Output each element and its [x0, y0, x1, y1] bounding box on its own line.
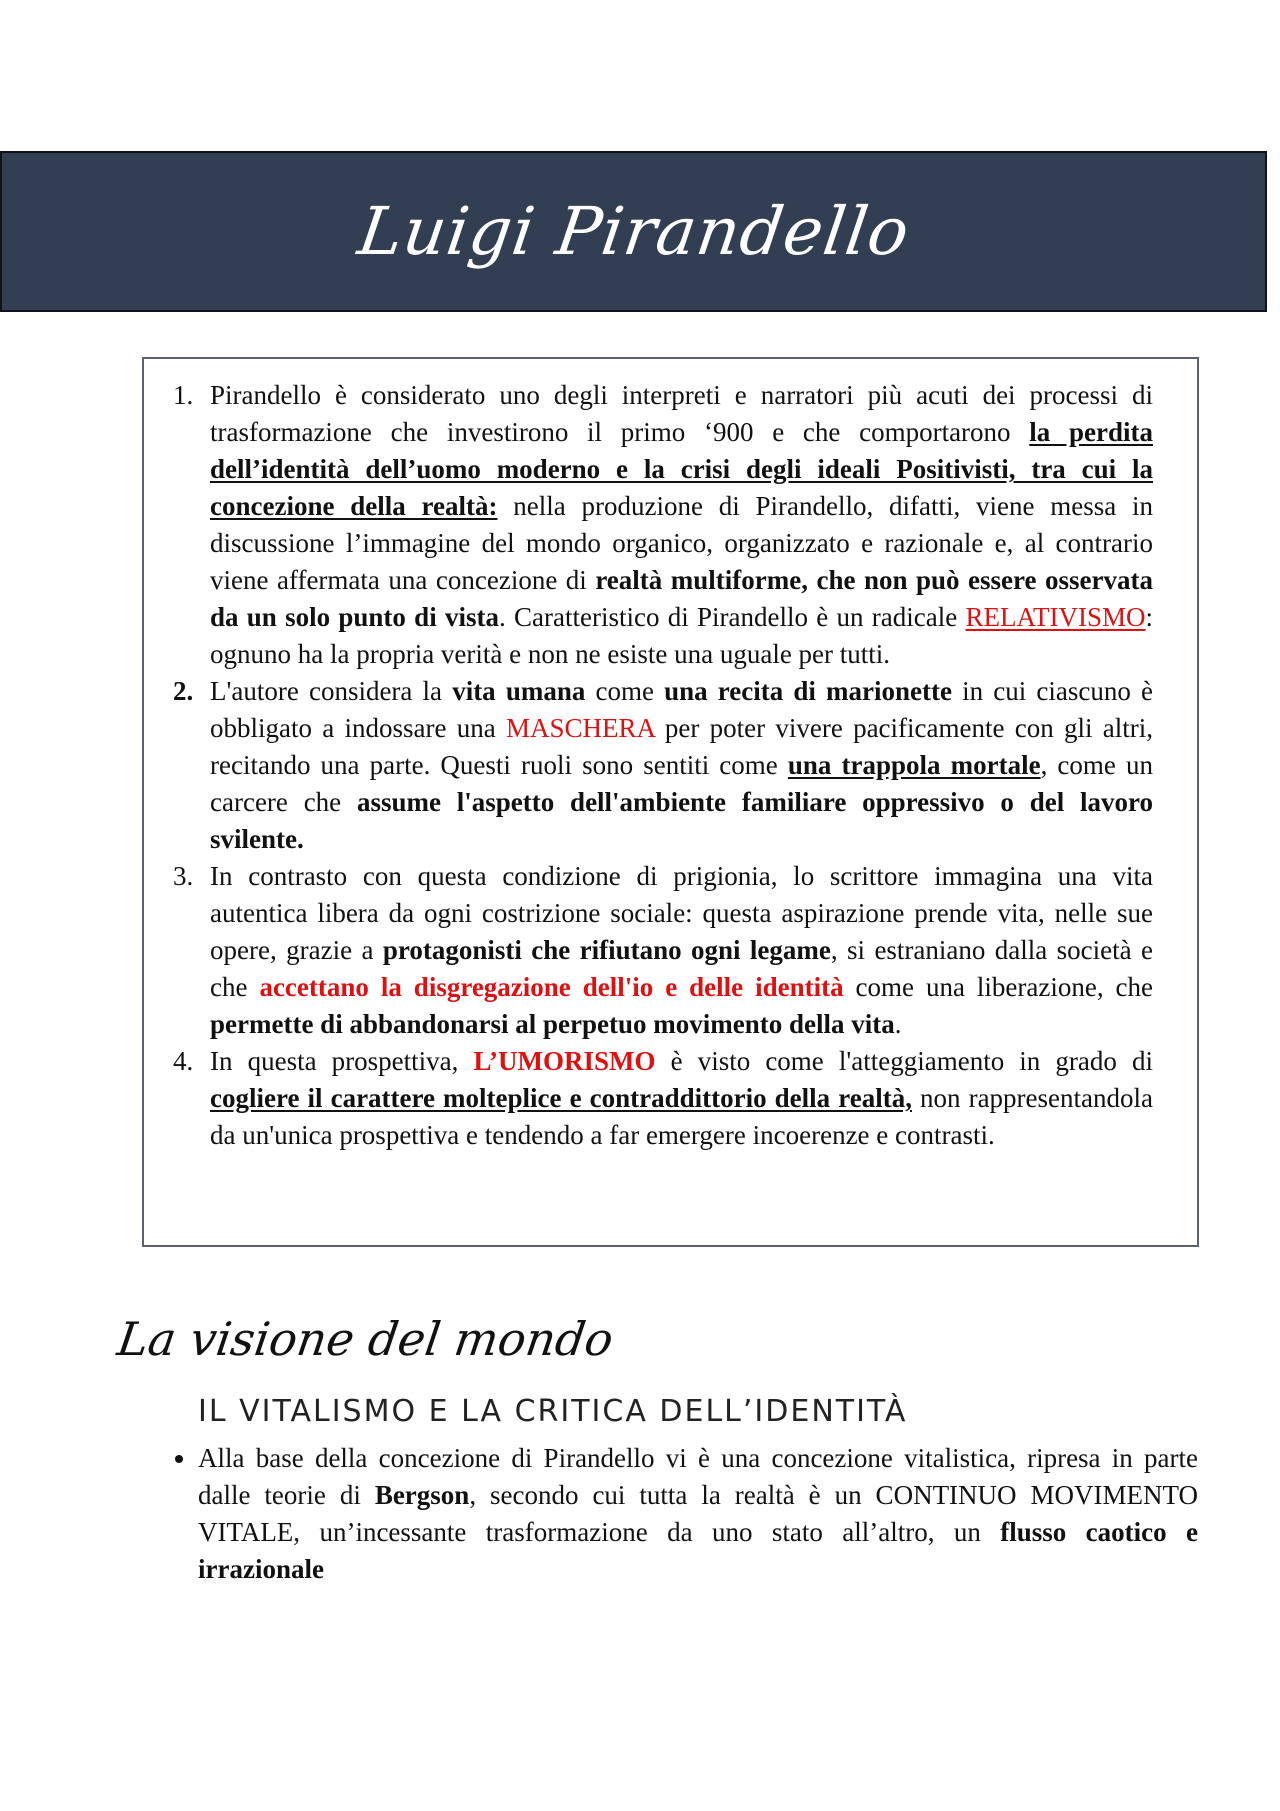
text-run: nella produzione di Pirandello, difatti, viene messa in discussione l’immagine del mondo organico, organizzato e razionale e, al contrario viene affermata una concezione di: [210, 491, 1153, 595]
numbered-point-2: [200, 673, 1153, 858]
text-run: cogliere il carattere molteplice e contraddittorio della realtà,: [210, 1083, 912, 1113]
numbered-points-list: [144, 359, 1197, 1154]
text-run: L’UMORISMO: [473, 1046, 656, 1076]
text-run: protagonisti che rifiutano ogni legame: [382, 935, 831, 965]
text-run: Pirandello è considerato uno degli interpreti e narratori più acuti dei processi di trasformazione che investirono il primo ‘900 e che comportarono: [210, 380, 1153, 447]
text-run: una trappola mortale: [787, 750, 1041, 780]
summary-box: [142, 357, 1199, 1247]
text-run: permette di abbandonarsi al perpetuo movimento della vita: [210, 1009, 895, 1039]
numbered-point-4: [200, 1043, 1153, 1154]
section-subheading: IL VITALISMO E LA CRITICA DELL’IDENTITÀ: [198, 1394, 908, 1429]
text-run: accettano la disgregazione dell'io e delle identità: [259, 972, 844, 1002]
text-run: come una liberazione, che: [843, 972, 1154, 1002]
text-run: RELATIVISMO: [965, 602, 1146, 632]
text-run: è visto come l'atteggiamento in grado di: [655, 1046, 1153, 1076]
text-run: assume l'aspetto dell'ambiente familiare oppressivo o del lavoro svilente.: [210, 787, 1154, 854]
text-run: .: [894, 1009, 902, 1039]
text-run: Alla base della concezione di Pirandello vi è una concezione vitalistica, ripresa in parte dalle teorie di: [198, 1443, 1198, 1510]
text-run: la perdita dell’identità dell’uomo moderno e la crisi degli ideali Positivisti, tra cui la concezione della realtà:: [210, 417, 1153, 521]
text-run: MASCHERA: [506, 713, 655, 743]
title-banner: [0, 151, 1267, 312]
bullet-item: [198, 1440, 1198, 1588]
text-run: , secondo cui tutta la realtà è un CONTINUO MOVIMENTO VITALE, un’incessante trasformazione da uno stato all’altro, un: [198, 1480, 1198, 1547]
text-run: , come un carcere che: [210, 750, 1153, 817]
text-run: In questa prospettiva,: [210, 1046, 474, 1076]
numbered-point-1: [200, 377, 1153, 673]
text-run: L'autore considera la: [210, 676, 453, 706]
text-run: per poter vivere pacificamente con gli altri, recitando una parte. Questi ruoli sono sentiti come: [210, 713, 1154, 780]
text-run: realtà multiforme, che non può essere osservata da un solo punto di vista: [210, 565, 1153, 632]
text-run: vita umana: [452, 676, 586, 706]
text-run: una recita di marionette: [664, 676, 952, 706]
text-run: come: [585, 676, 665, 706]
bullet-list: [150, 1440, 1198, 1588]
page-title: Luigi Pirandello: [353, 193, 914, 270]
text-run: Bergson: [374, 1480, 470, 1510]
text-run: in cui ciascuno è obbligato a indossare una: [210, 676, 1153, 743]
text-run: . Caratteristico di Pirandello è un radicale: [498, 602, 966, 632]
text-run: flusso caotico e irrazionale: [198, 1517, 1199, 1584]
text-run: non rappresentandola da un'unica prospettiva e tendendo a far emergere incoerenze e contrasti.: [210, 1083, 1153, 1150]
text-run: In contrasto con questa condizione di prigionia, lo scrittore immagina una vita autentica libera da ogni costrizione sociale: questa aspirazione prende vita, nelle sue opere, grazie a: [210, 861, 1153, 965]
text-run: , si estraniano dalla società e che: [210, 935, 1153, 1002]
text-run: : ognuno ha la propria verità e non ne esiste una uguale per tutti.: [210, 602, 1153, 669]
section-heading: La visione del mondo: [114, 1312, 617, 1366]
numbered-point-3: [200, 858, 1153, 1043]
